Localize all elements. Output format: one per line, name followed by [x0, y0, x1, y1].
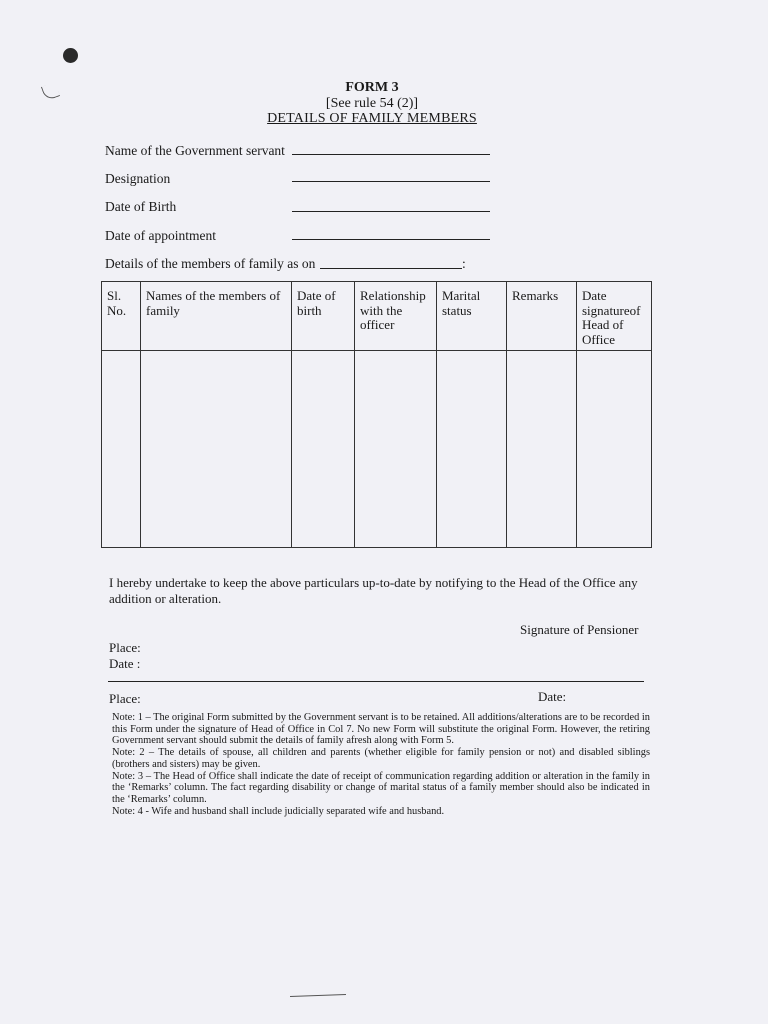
notes-section — [112, 712, 650, 817]
place-label-office: Place: — [109, 691, 141, 706]
table-cell[interactable] — [577, 351, 652, 548]
designation-field-line[interactable] — [292, 181, 490, 182]
declaration-text: I hereby undertake to keep the above particulars up-to-date by notifying to the Head of the Office any addition or alteration. — [109, 575, 638, 606]
table-cell[interactable] — [141, 351, 292, 548]
date-label-office: Date: — [538, 689, 567, 704]
note-2: Note: 2 – The details of spouse, all children and parents (whether eligible for family pension or not) and disabled siblings (brothers and sisters) may be given. — [112, 747, 650, 770]
dob-field-line[interactable] — [292, 211, 490, 212]
dob-field-label: Date of Birth — [105, 199, 177, 214]
table-row — [102, 351, 652, 548]
name-field-line[interactable] — [292, 154, 490, 155]
table-header-row — [102, 282, 652, 351]
punch-hole-mark — [63, 48, 78, 63]
table-cell[interactable] — [355, 351, 437, 548]
note-4: Note: 4 - Wife and husband shall include judicially separated wife and husband. — [112, 805, 445, 817]
column-header-relationship: Relationship with the officer — [355, 282, 437, 351]
family-members-table — [101, 281, 652, 548]
name-field-label: Name of the Government servant — [105, 143, 285, 158]
section-divider — [108, 681, 644, 682]
family-as-on-label: Details of the members of family as on — [105, 256, 316, 271]
form-title: FORM 3 — [345, 80, 399, 95]
pensioner-signature-label: Signature of Pensioner — [520, 622, 639, 637]
column-header-head-signature: Date signatureof Head of Office — [577, 282, 652, 351]
appointment-field-label: Date of appointment — [105, 228, 216, 243]
rule-reference: [See rule 54 (2)] — [325, 96, 419, 111]
pen-scribble-mark — [290, 994, 346, 997]
family-as-on-colon: : — [462, 256, 466, 271]
family-as-on-line[interactable] — [320, 268, 462, 269]
note-1: Note: 1 – The original Form submitted by the Government servant is to be retained. All additions/alterations are to be recorded in this Form under the signature of Head of Office in Col 7. No new Form will substitute the original Form. However, the retiring Government servant should submit the details of family afresh along with Form 5. — [112, 712, 650, 747]
table-cell[interactable] — [437, 351, 507, 548]
column-header-date-of-birth: Date of birth — [292, 282, 355, 351]
column-header-names: Names of the members of family — [141, 282, 292, 351]
designation-field-label: Designation — [105, 171, 171, 186]
note-3: Note: 3 – The Head of Office shall indicate the date of receipt of communication regarding addition or alteration in the family in the ‘Remarks’ column. The fact regarding disability or change of marital status of a family member should also be indicated in the ‘Remarks’ column. — [112, 770, 650, 805]
appointment-field-line[interactable] — [292, 239, 490, 240]
document-heading: DETAILS OF FAMILY MEMBERS — [267, 111, 477, 126]
table-cell[interactable] — [292, 351, 355, 548]
column-header-marital-status: Marital status — [437, 282, 507, 351]
date-label: Date : — [109, 656, 141, 671]
table-cell[interactable] — [102, 351, 141, 548]
column-header-remarks: Remarks — [507, 282, 577, 351]
place-label: Place: — [109, 640, 141, 655]
table-cell[interactable] — [507, 351, 577, 548]
column-header-sl-no: Sl. No. — [102, 282, 141, 351]
